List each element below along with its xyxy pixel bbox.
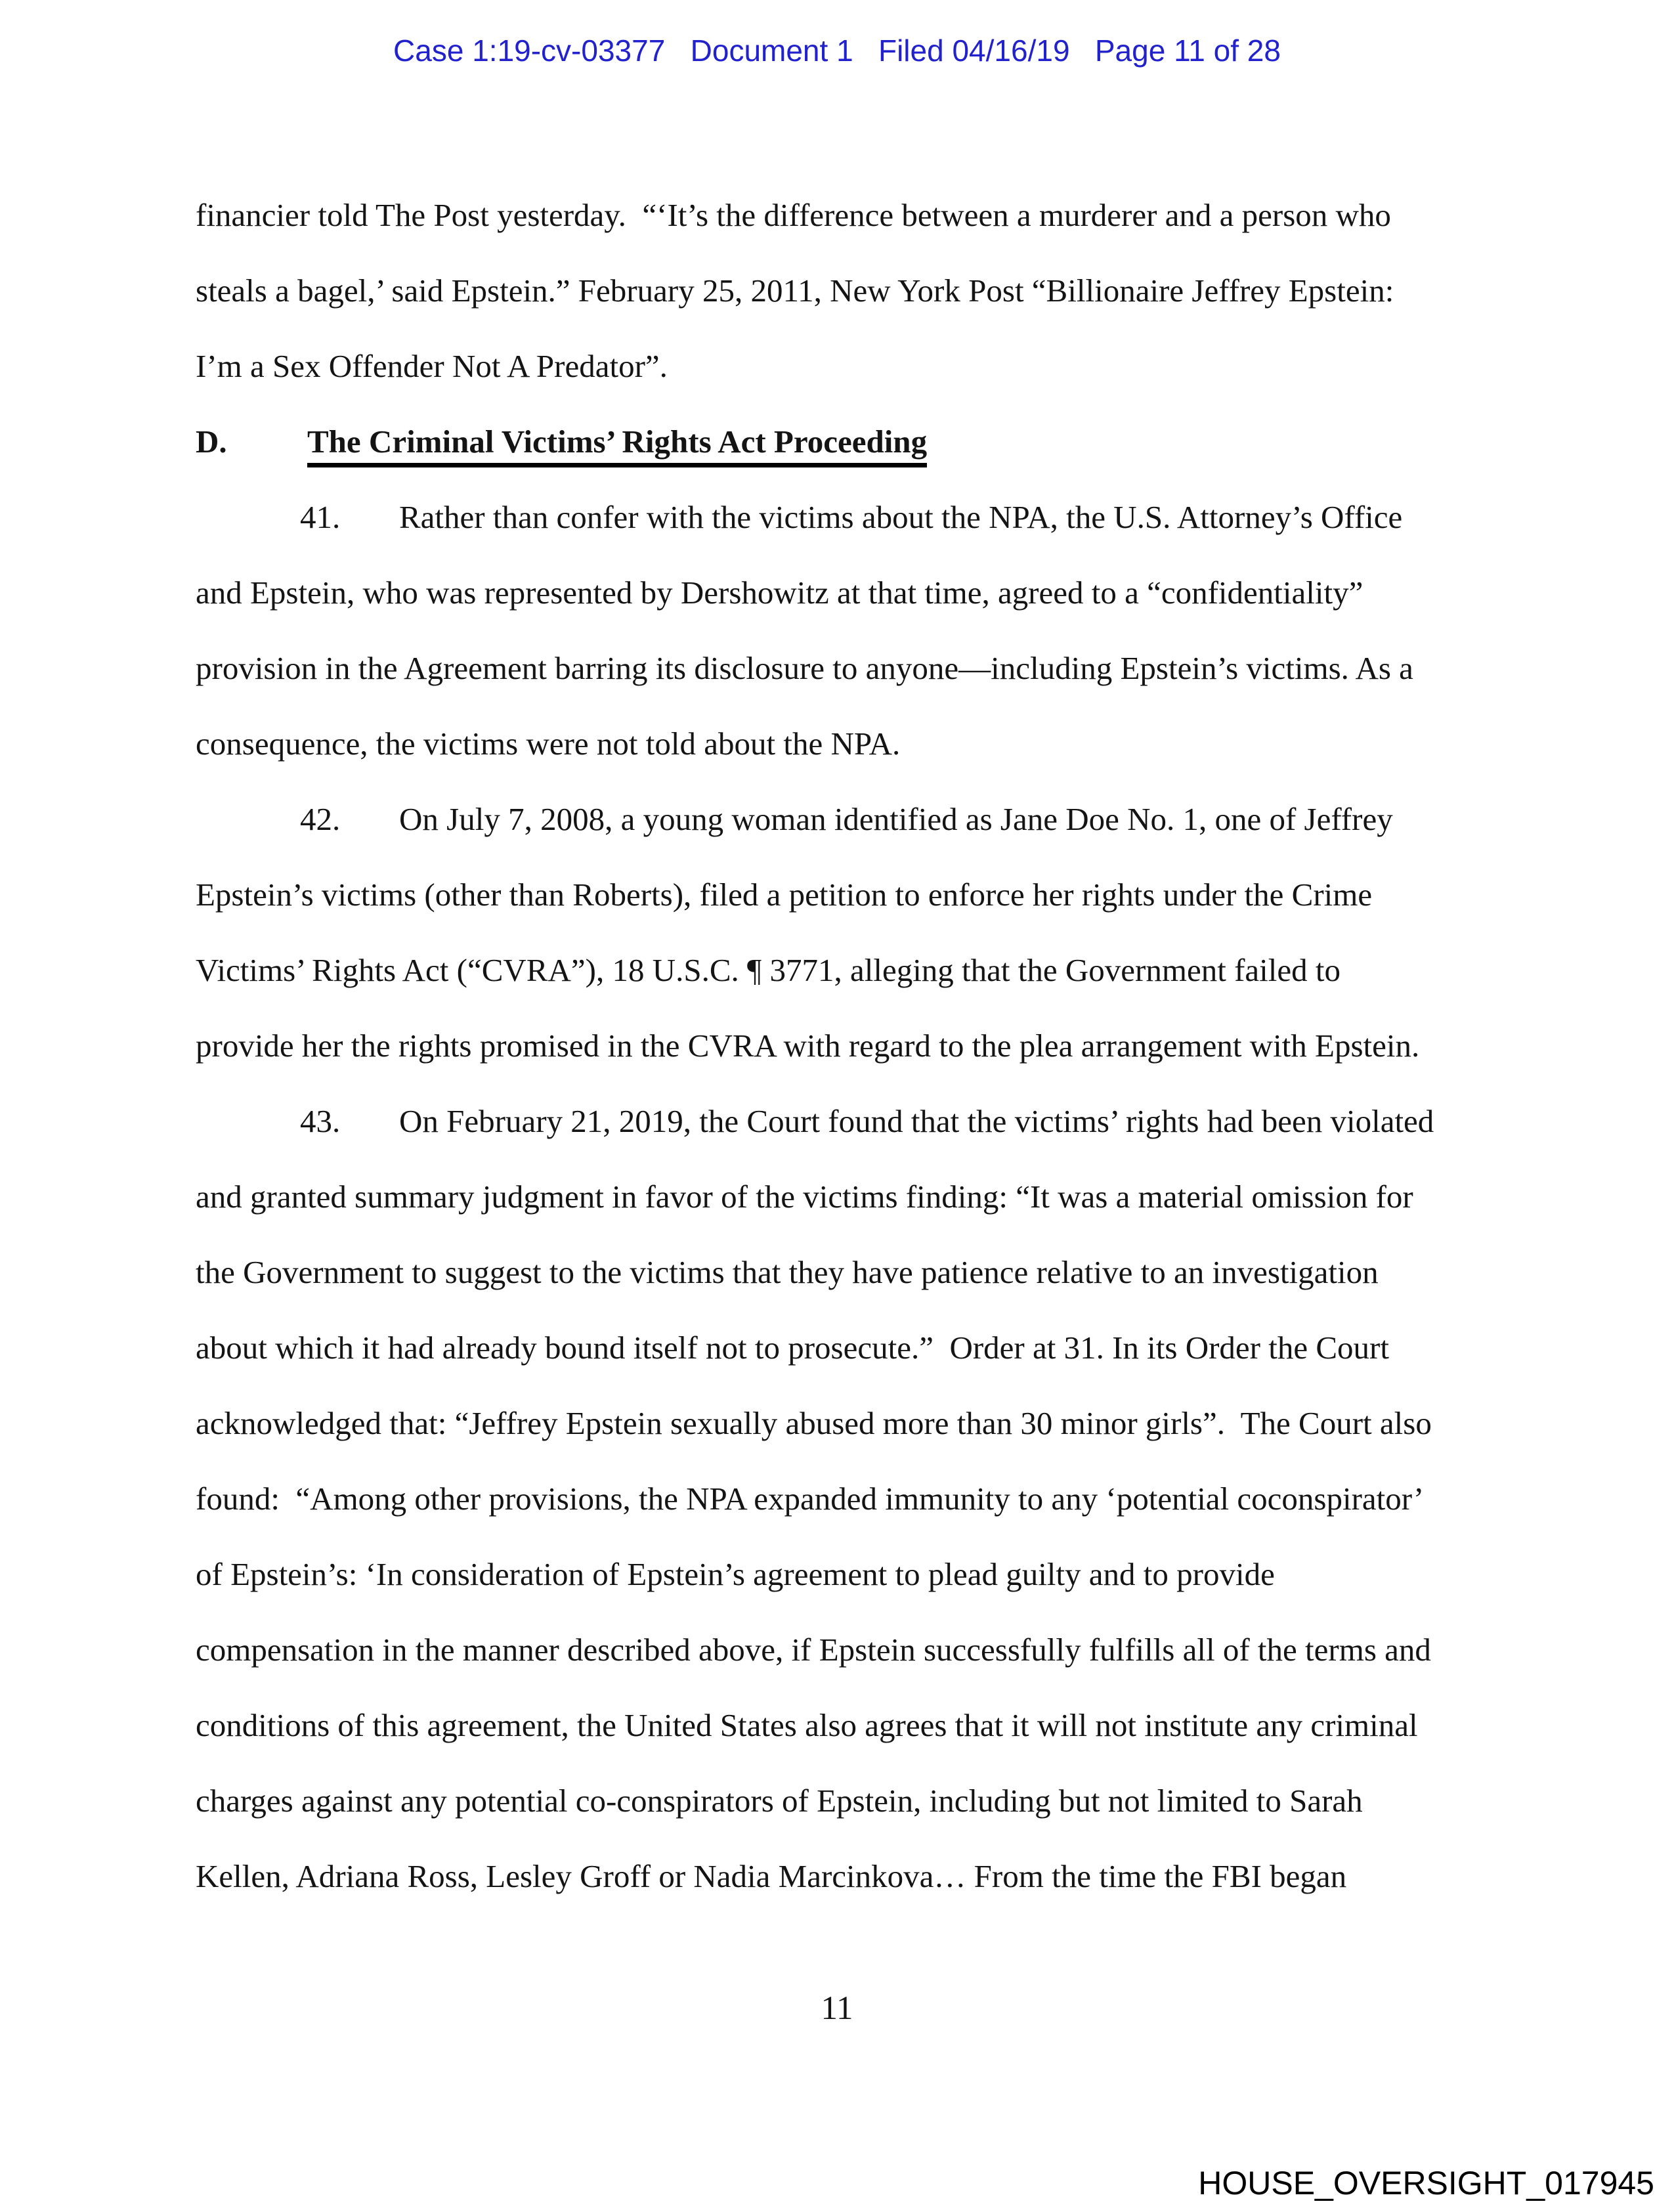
paragraph-line: and Epstein, who was represented by Dershowitz at that time, agreed to a “confidentiality” <box>196 575 1363 611</box>
paragraph-number: 43. <box>300 1103 341 1139</box>
paragraph-line: provision in the Agreement barring its disclosure to anyone—including Epstein’s victims. As a <box>196 650 1413 686</box>
paragraph-line: found: “Among other provisions, the NPA expanded immunity to any ‘potential coconspirator’ <box>196 1481 1425 1517</box>
paragraph-line: consequence, the victims were not told about the NPA. <box>196 726 901 762</box>
paragraph-text: On July 7, 2008, a young woman identified as Jane Doe No. 1, one of Jeffrey <box>399 801 1393 837</box>
paragraph-text: Rather than confer with the victims about the NPA, the U.S. Attorney’s Office <box>399 499 1403 535</box>
paragraph-42-first-line <box>196 781 1548 857</box>
paragraph-text: On February 21, 2019, the Court found that the victims’ rights had been violated <box>399 1103 1434 1139</box>
paragraph-line: financier told The Post yesterday. “‘It’s the difference between a murderer and a person who <box>196 197 1391 233</box>
paragraph-43-first-line <box>196 1083 1548 1159</box>
document-body <box>196 177 1548 1914</box>
paragraph-line: of Epstein’s: ‘In consideration of Epstein’s agreement to plead guilty and to provide <box>196 1556 1275 1592</box>
paragraph-line: Kellen, Adriana Ross, Lesley Groff or Nadia Marcinkova… From the time the FBI began <box>196 1858 1347 1894</box>
bates-number: HOUSE_OVERSIGHT_017945 <box>1198 2165 1654 2201</box>
paragraph-41-first-line <box>196 479 1548 555</box>
paragraph-line: and granted summary judgment in favor of the victims finding: “It was a material omission for <box>196 1179 1413 1215</box>
section-heading <box>196 404 1548 479</box>
paragraph-line: provide her the rights promised in the CVRA with regard to the plea arrangement with Epstein. <box>196 1028 1420 1064</box>
section-letter: D. <box>196 423 227 460</box>
paragraph-line: compensation in the manner described above, if Epstein successfully fulfills all of the terms and <box>196 1632 1431 1668</box>
paragraph-line: conditions of this agreement, the United States also agrees that it will not institute any criminal <box>196 1707 1418 1743</box>
paragraph-line: acknowledged that: “Jeffrey Epstein sexually abused more than 30 minor girls”. The Court also <box>196 1405 1432 1441</box>
paragraph-number: 41. <box>300 499 341 535</box>
paragraph-line: Victims’ Rights Act (“CVRA”), 18 U.S.C. ¶ 3771, alleging that the Government failed to <box>196 952 1341 988</box>
paragraph-line: the Government to suggest to the victims that they have patience relative to an investigation <box>196 1254 1379 1290</box>
paragraph-line: charges against any potential co-conspirators of Epstein, including but not limited to Sarah <box>196 1783 1363 1819</box>
paragraph-line: steals a bagel,’ said Epstein.” February 25, 2011, New York Post “Billionaire Jeffrey Epstein: <box>196 272 1394 309</box>
paragraph-number: 42. <box>300 801 341 837</box>
paragraph-line: Epstein’s victims (other than Roberts), filed a petition to enforce her rights under the Crime <box>196 877 1373 913</box>
paragraph-line: I’m a Sex Offender Not A Predator”. <box>196 348 668 384</box>
court-stamp-header: Case 1:19-cv-03377 Document 1 Filed 04/16/19 Page 11 of 28 <box>393 33 1281 68</box>
paragraph-line: about which it had already bound itself not to prosecute.” Order at 31. In its Order the Court <box>196 1330 1389 1366</box>
section-title: The Criminal Victims’ Rights Act Proceeding <box>307 423 927 467</box>
page-number: 11 <box>821 1990 853 2027</box>
